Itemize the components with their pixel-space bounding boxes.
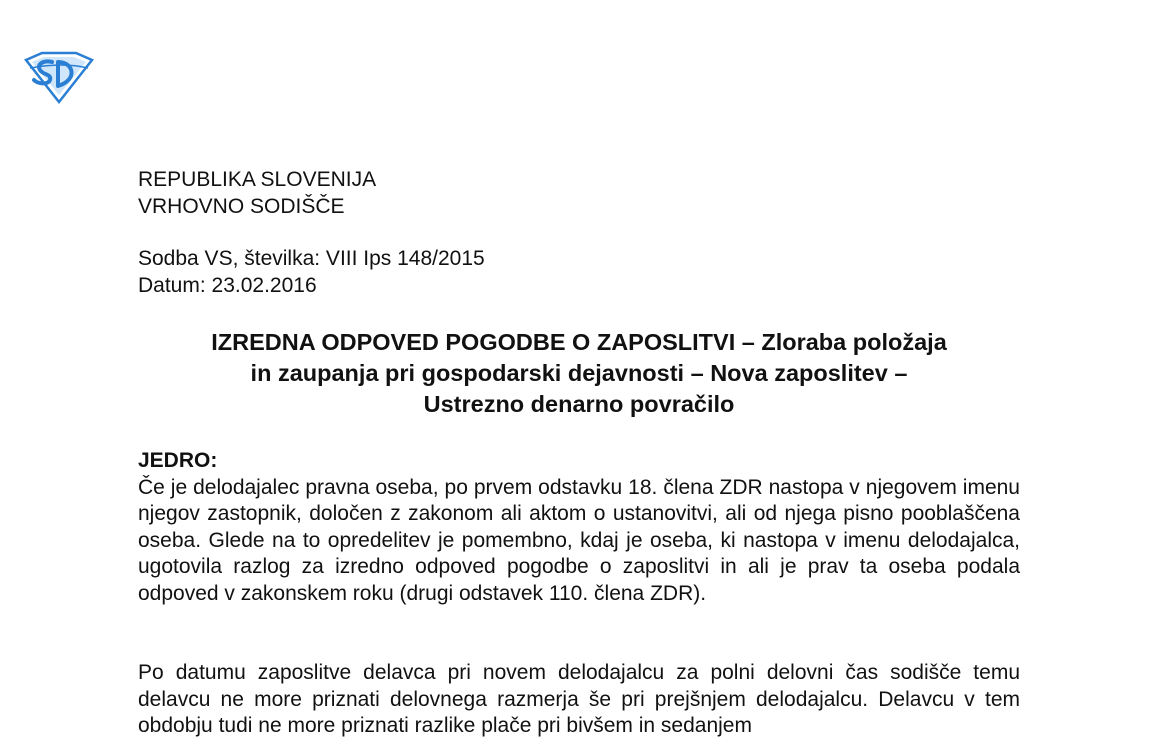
jedro-paragraph-2: Po datumu zaposlitve delavca pri novem delodajalcu za polni delovni čas sodišče temu delavcu ne more priznati delovnega razmerja še pri prejšnjem delodajalcu. Delavcu v tem obdobju tudi ne more priznati razlike plače pri bivšem in sedanjem: [138, 661, 1020, 737]
jedro-section: [138, 448, 1020, 607]
court-name: VRHOVNO SODIŠČE: [138, 195, 345, 218]
case-date: Datum: 23.02.2016: [138, 274, 317, 297]
title-line-2: in zaupanja pri gospodarski dejavnosti – Nova zaposlitev –: [250, 360, 908, 386]
title-line-3: Ustrezno denarno povračilo: [423, 391, 735, 417]
court-name-block: [138, 166, 376, 220]
case-number: Sodba VS, številka: VIII Ips 148/2015: [138, 247, 485, 270]
document-title: [138, 327, 1020, 420]
jedro-paragraph-1: Če je delodajalec pravna oseba, po prvem odstavku 18. člena ZDR nastopa v njegovem imenu njegov zastopnik, določen z zakonom ali aktom o ustanovitvi, ali od njega pisno pooblaščena oseba. Glede na to opredelitev je pomembno, kdaj je oseba, ki nastopa v imenu delodajalca, ugotovila razlog za izredno odpoved pogodbe o zaposlitvi in ali je prav ta oseba podala odpoved v zakonskem roku (drugi odstavek 110. člena ZDR).: [138, 475, 1020, 605]
court-logo: [22, 50, 96, 104]
court-country: REPUBLIKA SLOVENIJA: [138, 168, 377, 191]
title-line-1: IZREDNA ODPOVED POGODBE O ZAPOSLITVI – Zloraba položaja: [211, 329, 947, 355]
court-logo-icon: [22, 50, 96, 104]
jedro-heading: JEDRO:: [138, 449, 218, 472]
case-meta-block: [138, 245, 485, 299]
jedro-paragraph-2-block: [138, 660, 1020, 740]
